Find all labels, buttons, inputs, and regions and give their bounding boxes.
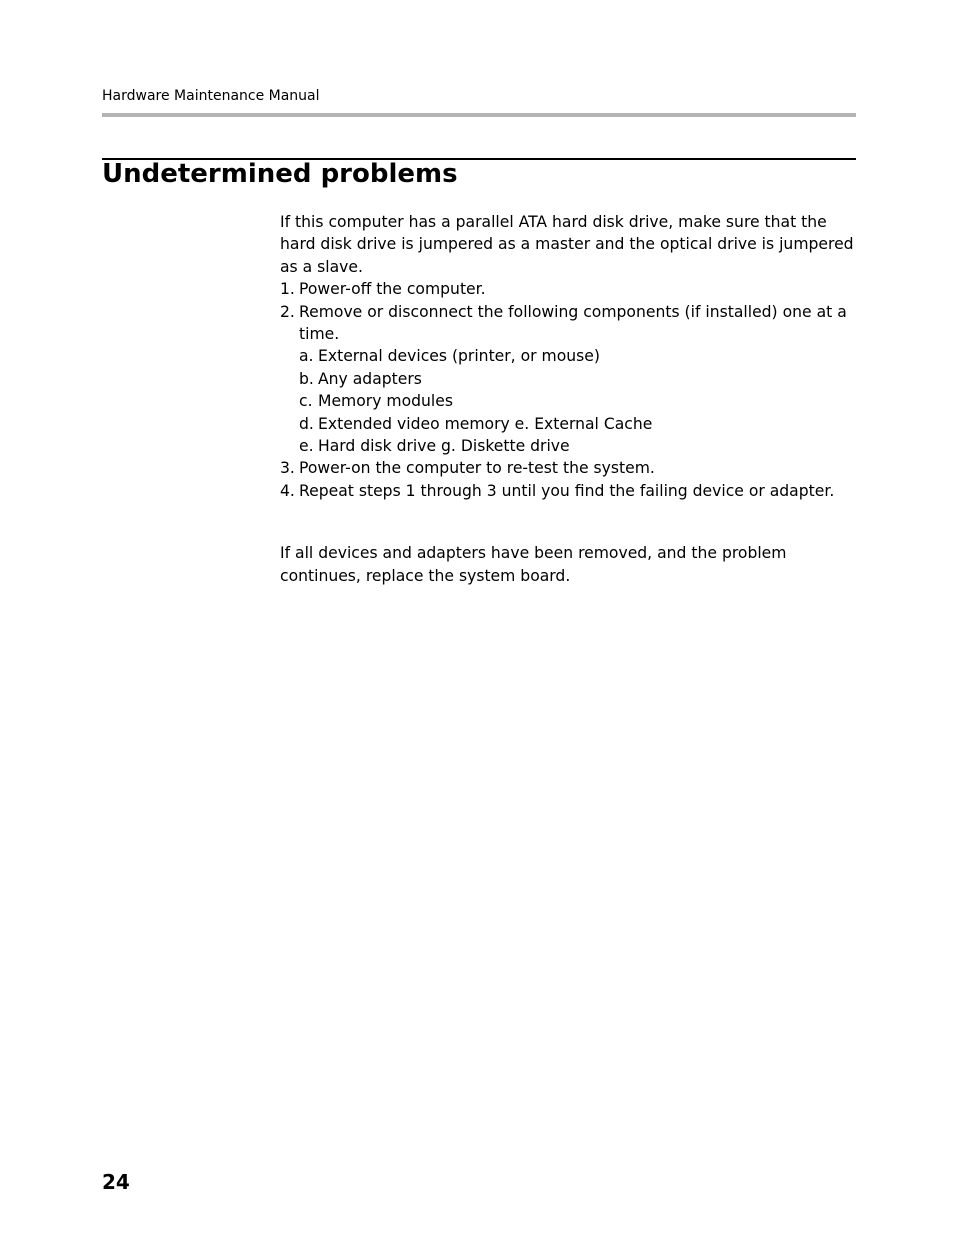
substep-text: External devices (printer, or mouse) <box>318 347 600 366</box>
procedure-steps <box>280 278 860 502</box>
step-number: 4. <box>280 481 295 500</box>
step-text: Repeat steps 1 through 3 until you find the failing device or adapter. <box>299 481 835 500</box>
page-title: Undetermined problems <box>102 159 458 189</box>
substep-text: Hard disk drive g. Diskette drive <box>318 437 570 456</box>
substep-letter: e. <box>299 437 314 456</box>
substep-letter: c. <box>299 392 313 411</box>
substep-d <box>299 413 860 435</box>
substep-text: Memory modules <box>318 392 453 411</box>
substep-c <box>299 390 860 412</box>
substep-e <box>299 435 860 457</box>
step-number: 2. <box>280 302 295 321</box>
substep-text: Any adapters <box>318 369 422 388</box>
step-number: 1. <box>280 280 295 299</box>
step-text: Power-on the computer to re-test the system. <box>299 459 655 478</box>
step-number: 3. <box>280 459 295 478</box>
component-list <box>299 345 860 457</box>
substep-a <box>299 345 860 367</box>
step-text: Power-off the computer. <box>299 280 486 299</box>
substep-text: Extended video memory e. External Cache <box>318 414 653 433</box>
substep-letter: a. <box>299 347 314 366</box>
closing-paragraph: If all devices and adapters have been removed, and the problem continues, replace the system board. <box>280 544 787 585</box>
step-2 <box>280 301 860 458</box>
step-1 <box>280 278 860 300</box>
step-4 <box>280 480 860 502</box>
substep-letter: d. <box>299 414 314 433</box>
substep-letter: b. <box>299 369 314 388</box>
running-header: Hardware Maintenance Manual <box>102 88 320 104</box>
header-rule <box>102 113 856 117</box>
body-text <box>280 211 860 587</box>
step-3 <box>280 457 860 479</box>
step-text: Remove or disconnect the following components (if installed) one at a time. <box>299 302 847 344</box>
substep-b <box>299 368 860 390</box>
intro-paragraph: If this computer has a parallel ATA hard disk drive, make sure that the hard disk drive is jumpered as a master and the optical drive is jumpered as a slave. <box>280 213 854 276</box>
page-number: 24 <box>102 1170 130 1194</box>
